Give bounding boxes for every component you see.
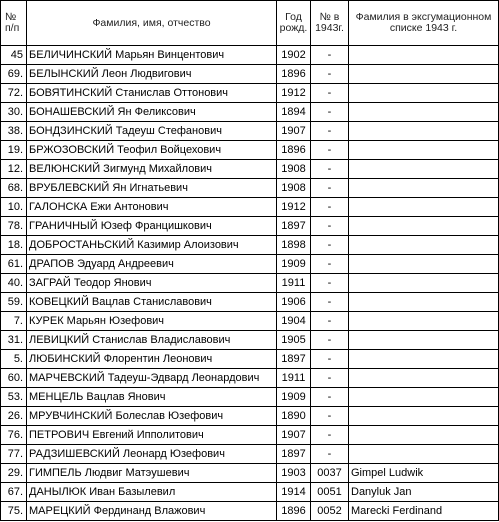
birth-year: 1911 xyxy=(277,369,311,388)
birth-year: 1890 xyxy=(277,407,311,426)
table-row xyxy=(1,312,499,331)
table-row xyxy=(1,179,499,198)
list-number-1943: 0051 xyxy=(311,483,349,502)
birth-year: 1914 xyxy=(277,483,311,502)
exhumation-list-name xyxy=(349,198,499,217)
exhumation-list-name xyxy=(349,236,499,255)
row-number: 61. xyxy=(1,255,27,274)
list-number-1943: - xyxy=(311,141,349,160)
row-number: 38. xyxy=(1,122,27,141)
birth-year: 1898 xyxy=(277,236,311,255)
person-name: КОВЕЦКИЙ Вацлав Станиславович xyxy=(27,293,277,312)
exhumation-list-name xyxy=(349,388,499,407)
row-number: 75. xyxy=(1,502,27,521)
list-number-1943: - xyxy=(311,103,349,122)
exhumation-list-name xyxy=(349,312,499,331)
list-number-1943: - xyxy=(311,274,349,293)
table-row xyxy=(1,255,499,274)
table-row xyxy=(1,236,499,255)
row-number: 7. xyxy=(1,312,27,331)
table-row xyxy=(1,407,499,426)
table-row xyxy=(1,65,499,84)
person-name: ВРУБЛЕВСКИЙ Ян Игнатьевич xyxy=(27,179,277,198)
header-year: Год рожд. xyxy=(277,1,311,46)
person-name: ГАЛОНСКА Ежи Антонович xyxy=(27,198,277,217)
exhumation-list-name xyxy=(349,407,499,426)
header-list-number: № в 1943г. xyxy=(311,1,349,46)
table-row xyxy=(1,350,499,369)
header-name: Фамилия, имя, отчество xyxy=(27,1,277,46)
birth-year: 1904 xyxy=(277,312,311,331)
person-name: БЕЛЫНСКИЙ Леон Людвигович xyxy=(27,65,277,84)
person-name: РАДЗИШЕВСКИЙ Леонард Юзефович xyxy=(27,445,277,464)
table-row xyxy=(1,464,499,483)
table-row xyxy=(1,331,499,350)
row-number: 59. xyxy=(1,293,27,312)
person-name: ВЕЛЮНСКИЙ Зигмунд Михайлович xyxy=(27,160,277,179)
birth-year: 1905 xyxy=(277,331,311,350)
exhumation-list-name xyxy=(349,46,499,65)
row-number: 72. xyxy=(1,84,27,103)
table-row xyxy=(1,46,499,65)
birth-year: 1907 xyxy=(277,426,311,445)
exhumation-list-name xyxy=(349,217,499,236)
table-row xyxy=(1,369,499,388)
list-number-1943: - xyxy=(311,350,349,369)
person-name: КУРЕК Марьян Юзефович xyxy=(27,312,277,331)
birth-year: 1894 xyxy=(277,103,311,122)
birth-year: 1896 xyxy=(277,141,311,160)
row-number: 31. xyxy=(1,331,27,350)
person-name: БЕЛИЧИНСКИЙ Марьян Винцентович xyxy=(27,46,277,65)
exhumation-list-name xyxy=(349,160,499,179)
birth-year: 1897 xyxy=(277,445,311,464)
list-number-1943: 0037 xyxy=(311,464,349,483)
table-row xyxy=(1,445,499,464)
table-row xyxy=(1,217,499,236)
table-row xyxy=(1,84,499,103)
exhumation-list-name xyxy=(349,103,499,122)
person-name: БРЖОЗОВСКИЙ Теофил Войцехович xyxy=(27,141,277,160)
row-number: 26. xyxy=(1,407,27,426)
list-number-1943: - xyxy=(311,236,349,255)
person-name: ГРАНИЧНЫЙ Юзеф Францишкович xyxy=(27,217,277,236)
exhumation-list-name: Danyluk Jan xyxy=(349,483,499,502)
person-name: ЗАГРАЙ Теодор Янович xyxy=(27,274,277,293)
exhumation-list-name xyxy=(349,255,499,274)
exhumation-list-name xyxy=(349,426,499,445)
row-number: 69. xyxy=(1,65,27,84)
table-row xyxy=(1,141,499,160)
person-name: МАРЕЦКИЙ Фердинанд Влажович xyxy=(27,502,277,521)
row-number: 45 xyxy=(1,46,27,65)
row-number: 5. xyxy=(1,350,27,369)
person-name: БОНДЗИНСКИЙ Тадеуш Стефанович xyxy=(27,122,277,141)
birth-year: 1908 xyxy=(277,160,311,179)
list-number-1943: - xyxy=(311,407,349,426)
exhumation-list-name xyxy=(349,274,499,293)
person-name: ПЕТРОВИЧ Евгений Ипполитович xyxy=(27,426,277,445)
exhumation-list-name xyxy=(349,350,499,369)
list-number-1943: 0052 xyxy=(311,502,349,521)
exhumation-list-name xyxy=(349,331,499,350)
exhumation-list-name xyxy=(349,122,499,141)
birth-year: 1906 xyxy=(277,293,311,312)
header-exhumation-name: Фамилия в эксгумационном списке 1943 г. xyxy=(349,1,499,46)
row-number: 19. xyxy=(1,141,27,160)
table-row xyxy=(1,160,499,179)
birth-year: 1912 xyxy=(277,84,311,103)
table-row xyxy=(1,502,499,521)
birth-year: 1903 xyxy=(277,464,311,483)
list-number-1943: - xyxy=(311,46,349,65)
row-number: 76. xyxy=(1,426,27,445)
row-number: 10. xyxy=(1,198,27,217)
exhumation-list-name: Gimpel Ludwik xyxy=(349,464,499,483)
table-row xyxy=(1,388,499,407)
list-number-1943: - xyxy=(311,198,349,217)
exhumation-list-name xyxy=(349,65,499,84)
person-name: ГИМПЕЛЬ Людвиг Матэушевич xyxy=(27,464,277,483)
table-row xyxy=(1,483,499,502)
table-row xyxy=(1,122,499,141)
list-number-1943: - xyxy=(311,217,349,236)
exhumation-list-name xyxy=(349,141,499,160)
row-number: 30. xyxy=(1,103,27,122)
birth-year: 1909 xyxy=(277,388,311,407)
row-number: 40. xyxy=(1,274,27,293)
row-number: 77. xyxy=(1,445,27,464)
row-number: 67. xyxy=(1,483,27,502)
row-number: 68. xyxy=(1,179,27,198)
exhumation-list-name xyxy=(349,369,499,388)
person-name: ДАНЫЛЮК Иван Базылевил xyxy=(27,483,277,502)
birth-year: 1897 xyxy=(277,217,311,236)
person-name: БОВЯТИНСКИЙ Станислав Оттонович xyxy=(27,84,277,103)
person-name: ДРАПОВ Эдуард Андреевич xyxy=(27,255,277,274)
table-header-row xyxy=(1,1,499,46)
exhumation-list-name xyxy=(349,84,499,103)
birth-year: 1896 xyxy=(277,65,311,84)
list-number-1943: - xyxy=(311,160,349,179)
list-number-1943: - xyxy=(311,388,349,407)
list-number-1943: - xyxy=(311,65,349,84)
table-row xyxy=(1,103,499,122)
birth-year: 1907 xyxy=(277,122,311,141)
person-name: ЛЮБИНСКИЙ Флорентин Леонович xyxy=(27,350,277,369)
table-row xyxy=(1,274,499,293)
list-number-1943: - xyxy=(311,331,349,350)
exhumation-list-name xyxy=(349,293,499,312)
row-number: 53. xyxy=(1,388,27,407)
birth-year: 1912 xyxy=(277,198,311,217)
table-row xyxy=(1,426,499,445)
row-number: 78. xyxy=(1,217,27,236)
list-number-1943: - xyxy=(311,122,349,141)
person-name: ЛЕВИЦКИЙ Станислав Владиславович xyxy=(27,331,277,350)
birth-year: 1897 xyxy=(277,350,311,369)
list-number-1943: - xyxy=(311,369,349,388)
list-number-1943: - xyxy=(311,312,349,331)
exhumation-list-name xyxy=(349,445,499,464)
list-number-1943: - xyxy=(311,293,349,312)
list-number-1943: - xyxy=(311,426,349,445)
list-number-1943: - xyxy=(311,84,349,103)
header-no: № п/п xyxy=(1,1,27,46)
row-number: 18. xyxy=(1,236,27,255)
list-number-1943: - xyxy=(311,179,349,198)
birth-year: 1909 xyxy=(277,255,311,274)
person-name: МРУВЧИНСКИЙ Болеслав Юзефович xyxy=(27,407,277,426)
person-name: МАРЧЕВСКИЙ Тадеуш-Эдвард Леонардович xyxy=(27,369,277,388)
exhumation-list-name: Marecki Ferdinand xyxy=(349,502,499,521)
person-name: ДОБРОСТАНЬСКИЙ Казимир Алоизович xyxy=(27,236,277,255)
person-name: МЕНЦЕЛЬ Вацлав Янович xyxy=(27,388,277,407)
table-row xyxy=(1,198,499,217)
birth-year: 1911 xyxy=(277,274,311,293)
birth-year: 1908 xyxy=(277,179,311,198)
table-body xyxy=(1,46,499,521)
exhumation-list-name xyxy=(349,179,499,198)
table-row xyxy=(1,293,499,312)
person-name: БОНАШЕВСКИЙ Ян Феликсович xyxy=(27,103,277,122)
row-number: 12. xyxy=(1,160,27,179)
list-number-1943: - xyxy=(311,445,349,464)
list-number-1943: - xyxy=(311,255,349,274)
birth-year: 1902 xyxy=(277,46,311,65)
birth-year: 1896 xyxy=(277,502,311,521)
row-number: 29. xyxy=(1,464,27,483)
row-number: 60. xyxy=(1,369,27,388)
